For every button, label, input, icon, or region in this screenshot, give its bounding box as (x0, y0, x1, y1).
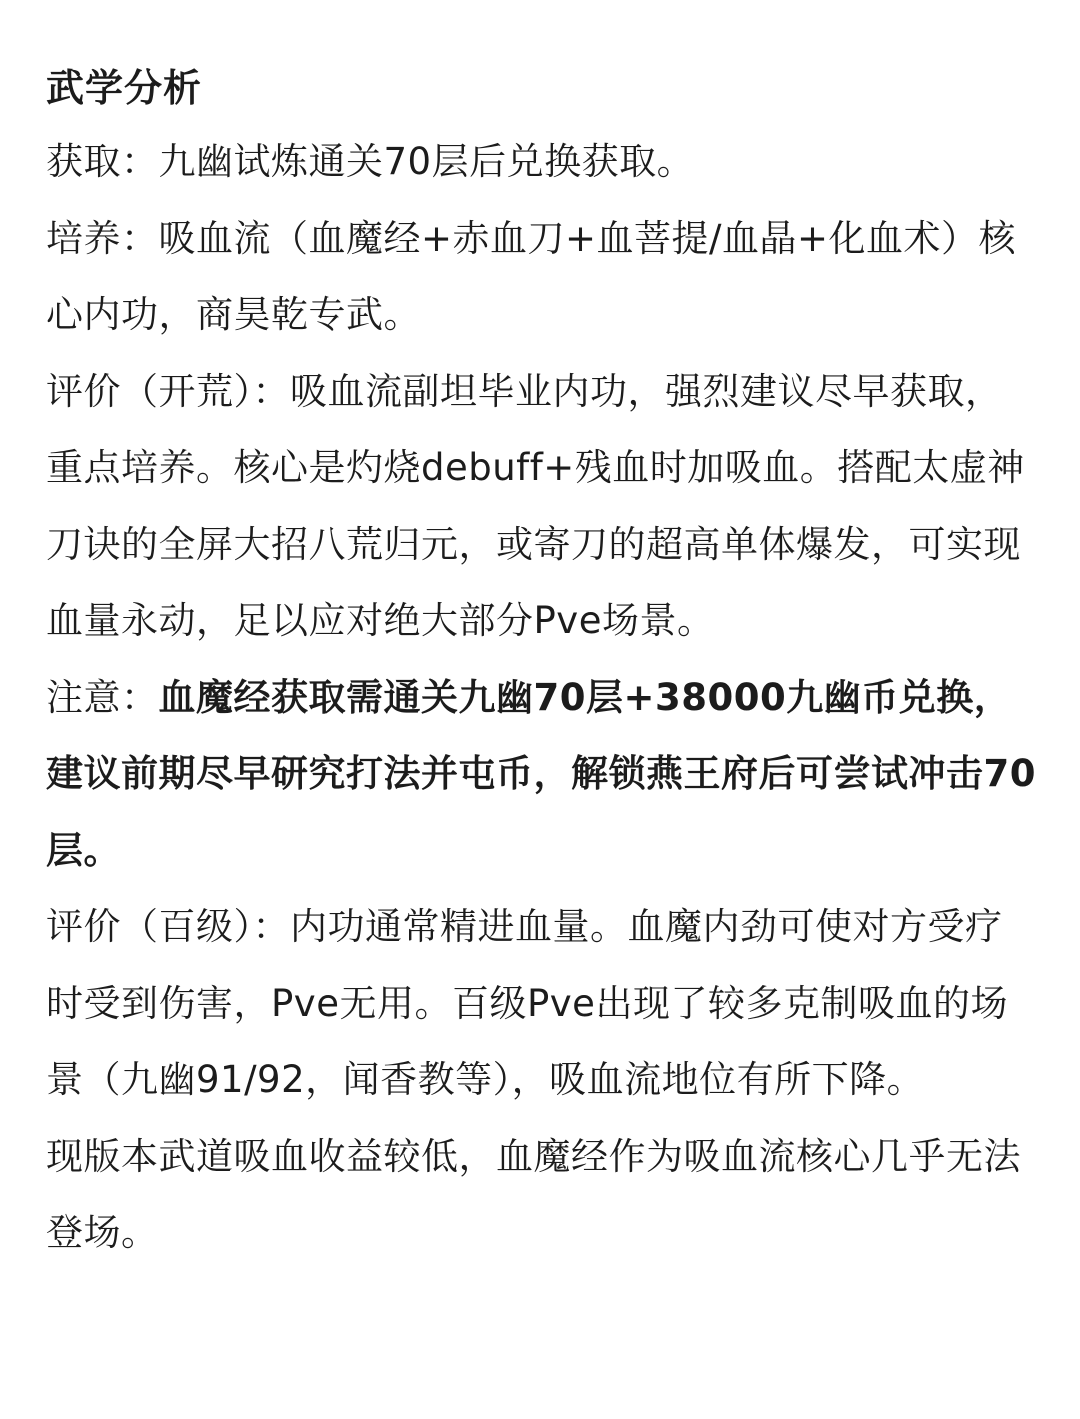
article (46, 52, 1036, 1272)
review-early-text: 吸血流副坦毕业内功，强烈建议尽早获取，重点培养。核心是灼烧debuff+残血时加吸血。搭配太虚神刀诀的全屏大招八荒归元，或寄刀的超高单体爆发，可实现血量永动，足以应对绝大部分Pve场景。 (46, 369, 1025, 642)
acquire-text: 九幽试炼通关70层后兑换获取。 (158, 140, 695, 183)
cultivate-text: 吸血流（血魔经+赤血刀+血菩提/血晶+化血术）核心内功，商昊乾专武。 (46, 216, 1016, 336)
review-hundred-label: 评价（百级）： (46, 905, 290, 948)
cultivate-label: 培养： (46, 216, 159, 260)
acquire-label: 获取： (46, 140, 159, 183)
note-text: 血魔经获取需通关九幽70层+38000九幽币兑换，建议前期尽早研究打法并屯币，解锁燕王府后可尝试冲击70层。 (46, 675, 1036, 872)
current-text: 现版本武道吸血收益较低，血魔经作为吸血流核心几乎无法登场。 (46, 1134, 1021, 1254)
note-paragraph (46, 660, 1036, 890)
review-early-paragraph (46, 354, 1036, 660)
review-hundred-paragraph (46, 889, 1036, 1119)
review-early-label: 评价（开荒）： (46, 369, 290, 413)
page-title: 武学分析 (46, 66, 203, 110)
cultivate-paragraph (46, 201, 1036, 354)
current-paragraph (46, 1119, 1036, 1272)
acquire-paragraph (46, 124, 1036, 201)
note-label: 注意： (46, 675, 159, 719)
review-hundred-text: 内功通常精进血量。血魔内劲可使对方受疗时受到伤害，Pve无用。百级Pve出现了较多克制吸血的场景（九幽91/92，闻香教等），吸血流地位有所下降。 (46, 905, 1008, 1101)
